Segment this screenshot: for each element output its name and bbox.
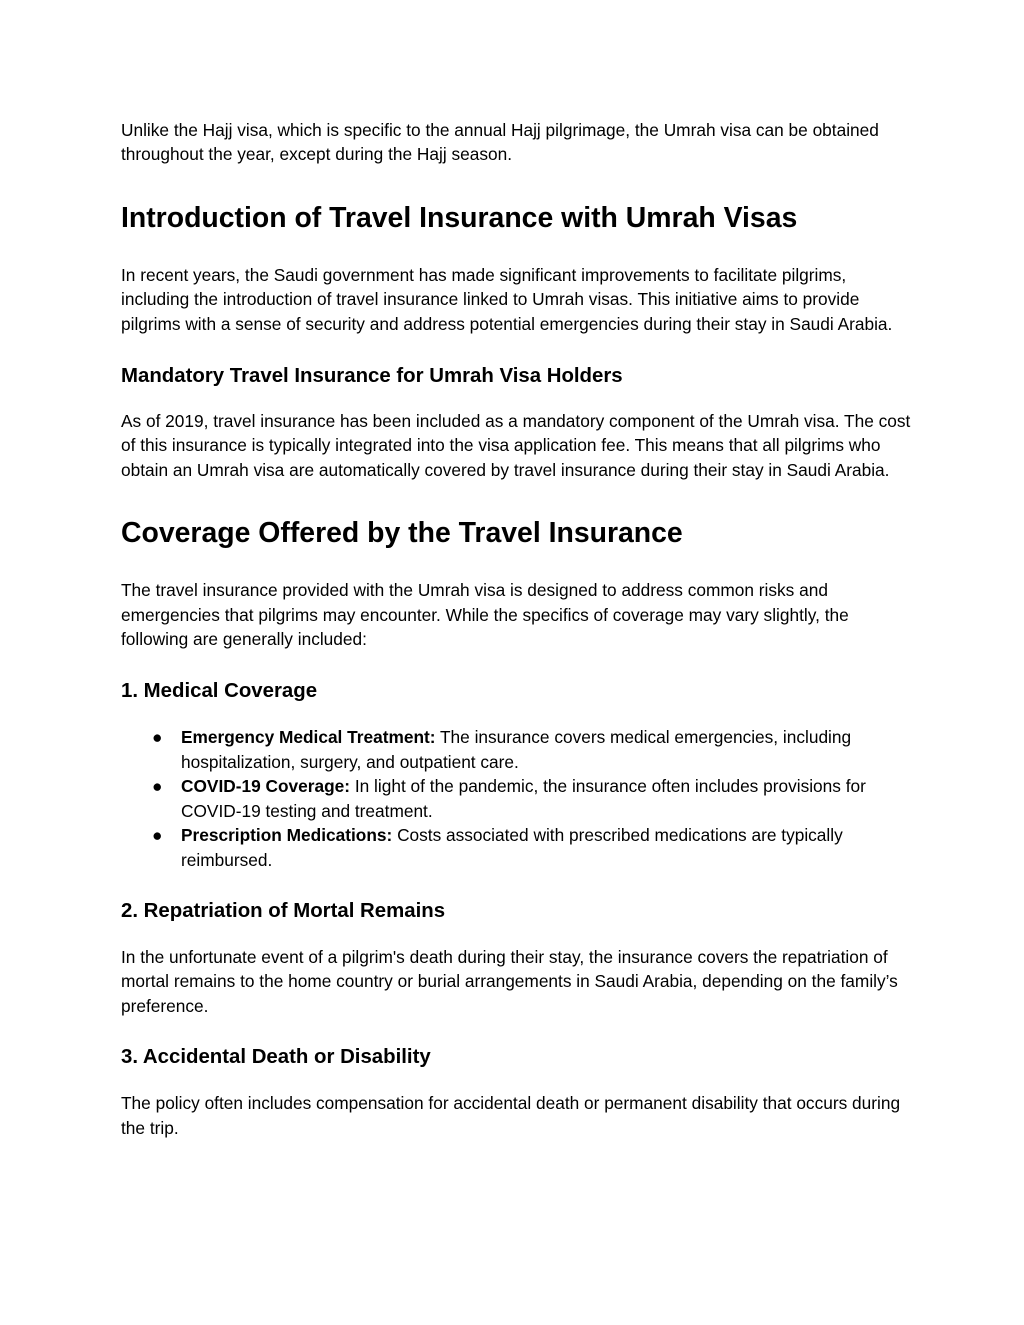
list-item-label: Prescription Medications: <box>181 825 393 846</box>
list-item <box>121 774 911 823</box>
bullet-icon: ● <box>152 776 163 797</box>
document-page <box>121 118 911 1140</box>
subsection-heading-medical-coverage: 1. Medical Coverage <box>121 680 318 703</box>
section-paragraph-coverage: The travel insurance provided with the Umrah visa is designed to address common risks and emergencies that pilgrims may encounter. While the specifics of coverage may vary slightly, the following are generally included: <box>121 580 849 650</box>
section-heading-coverage-offered: Coverage Offered by the Travel Insurance <box>121 517 683 550</box>
list-item <box>121 725 911 774</box>
list-item-text: The insurance covers medical emergencies, including hospitalization, surgery, and outpatient care. <box>181 727 852 772</box>
list-item-label: Emergency Medical Treatment: <box>181 727 436 748</box>
list-item-text: In light of the pandemic, the insurance often includes provisions for COVID-19 testing and treatment. <box>181 776 866 821</box>
bullet-icon: ● <box>152 727 163 748</box>
subsection-paragraph-accidental-death: The policy often includes compensation for accidental death or permanent disability that occurs during the trip. <box>121 1093 901 1138</box>
list-item <box>121 823 911 872</box>
section-paragraph-recent-years: In recent years, the Saudi government has made significant improvements to facilitate pilgrims, including the introduction of travel insurance linked to Umrah visas. This initiative aims to provide pilgrims with a sense of security and address potential emergencies during their stay in Saudi Arabia. <box>121 264 893 334</box>
subsection-heading-mandatory-insurance: Mandatory Travel Insurance for Umrah Visa Holders <box>121 365 623 388</box>
subsection-heading-repatriation: 2. Repatriation of Mortal Remains <box>121 899 446 922</box>
medical-coverage-list <box>121 725 911 871</box>
list-item-label: COVID-19 Coverage: <box>181 776 351 797</box>
section-heading-travel-insurance-intro: Introduction of Travel Insurance with Umrah Visas <box>121 201 798 234</box>
subsection-paragraph-repatriation: In the unfortunate event of a pilgrim's death during their stay, the insurance covers the repatriation of mortal remains to the home country or burial arrangements in Saudi Arabia, depending on the family’s preference. <box>121 946 898 1016</box>
subsection-heading-accidental-death: 3. Accidental Death or Disability <box>121 1046 431 1069</box>
bullet-icon: ● <box>152 825 163 846</box>
subsection-paragraph-mandatory: As of 2019, travel insurance has been included as a mandatory component of the Umrah visa. The cost of this insurance is typically integrated into the visa application fee. This means that all pilgrims who obtain an Umrah visa are automatically covered by travel insurance during their stay in Saudi Arabia. <box>121 411 911 480</box>
intro-paragraph: Unlike the Hajj visa, which is specific to the annual Hajj pilgrimage, the Umrah visa can be obtained throughout the year, except during the Hajj season. <box>121 120 879 165</box>
list-item-text: Costs associated with prescribed medications are typically reimbursed. <box>181 825 843 870</box>
